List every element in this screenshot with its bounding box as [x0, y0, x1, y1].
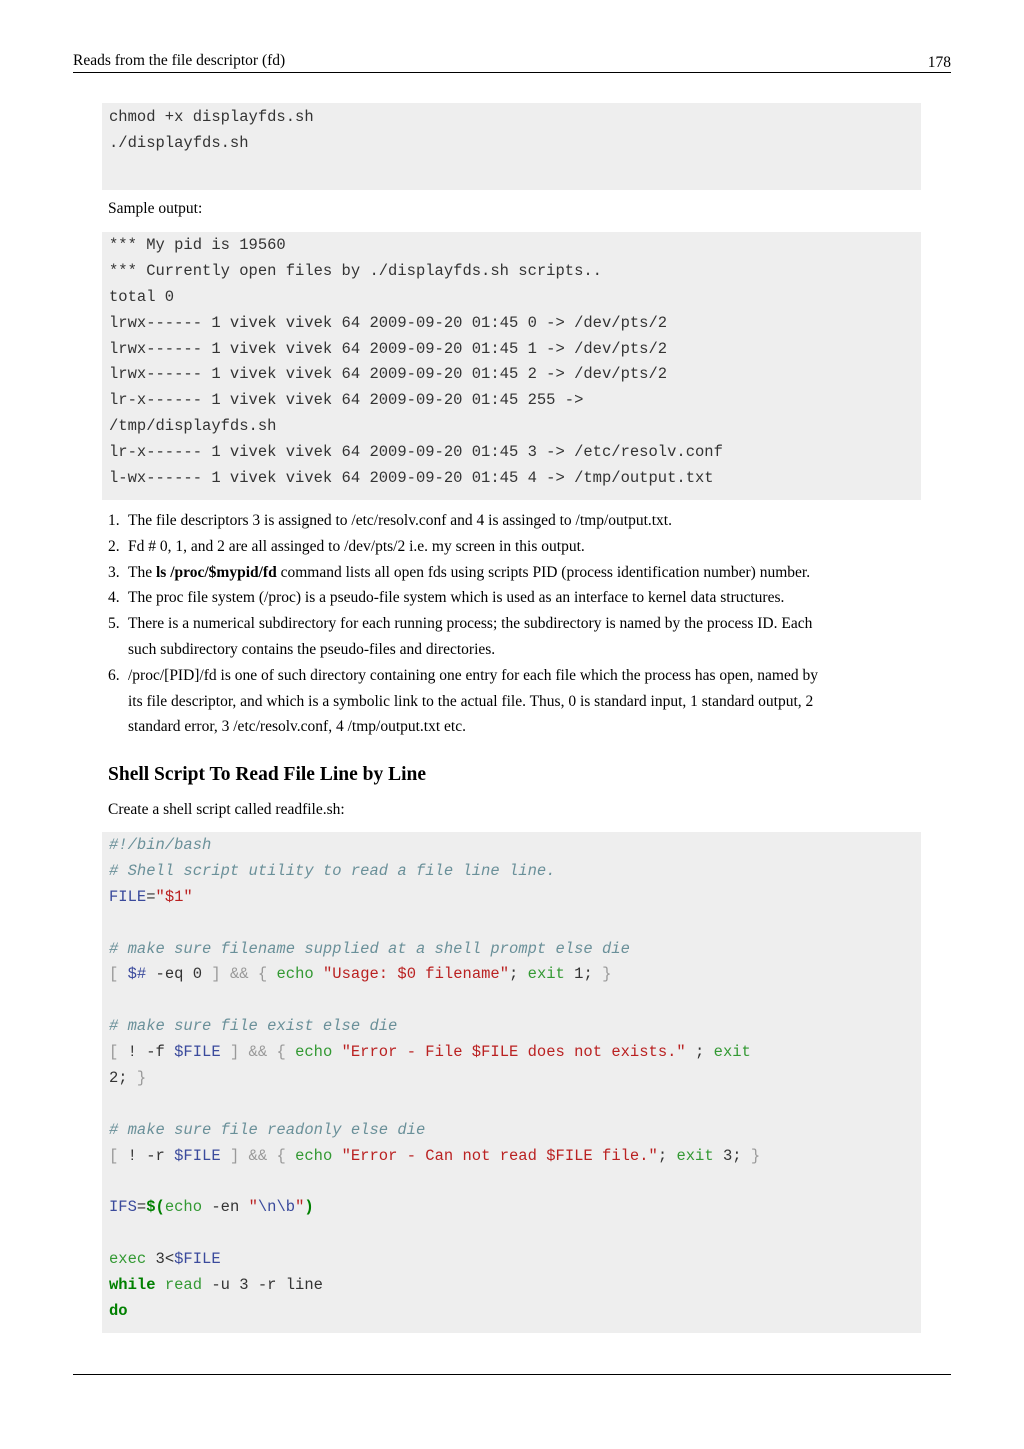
code-token: ; [685, 1043, 714, 1062]
code-token: " [248, 1198, 258, 1217]
code-token: 1; [564, 965, 603, 984]
list-text: There is a numerical subdirectory for each running process; the subdirectory is named by the process ID. Each [128, 615, 813, 633]
code-token: "$1" [155, 887, 193, 906]
code-block-run [102, 103, 921, 190]
list-text: The file descriptors 3 is assigned to /etc/resolv.conf and 4 is assinged to /tmp/output.txt. [128, 512, 672, 529]
code-token: echo [164, 1198, 203, 1217]
list-item [108, 585, 908, 611]
code-token: ] && { [211, 965, 277, 984]
code-token: ; [509, 965, 528, 984]
code-token: $FILE [174, 1250, 221, 1269]
code-line [109, 1144, 921, 1170]
list-text: Fd # 0, 1, and 2 are all assinged to /dev/pts/2 i.e. my screen in this output. [128, 537, 585, 555]
code-token: 3; [713, 1146, 751, 1165]
code-line-blank [109, 911, 921, 937]
list-item [108, 611, 908, 663]
list-item [108, 560, 908, 586]
list-text: such subdirectory contains the pseudo-files and directories. [128, 640, 496, 658]
sample-output-label: Sample output: [108, 200, 203, 217]
code-token: read [155, 1276, 203, 1295]
code-token: echo [295, 1043, 333, 1062]
code-line: do [109, 1302, 128, 1321]
output-line: l-wx------ 1 vivek vivek 64 2009-09-20 01:45 4 -> /tmp/output.txt [109, 469, 714, 488]
code-token: 3< [146, 1250, 175, 1269]
code-token: \n\b [257, 1198, 296, 1217]
code-token: ! -f [127, 1043, 175, 1062]
code-token: $FILE [174, 1043, 221, 1062]
code-line [109, 1273, 921, 1299]
footer-rule [73, 1374, 951, 1375]
code-token: } [602, 965, 612, 984]
code-token: " [295, 1198, 305, 1217]
code-block-sample-output [102, 232, 921, 500]
code-line: ./displayfds.sh [109, 133, 249, 152]
code-line-blank [109, 988, 921, 1014]
code-token: [ [109, 965, 128, 984]
list-text-post: command lists all open fds using scripts PID (process identification number) number. [276, 563, 811, 581]
list-number: 5. [108, 615, 120, 633]
intro-text: Create a shell script called readfile.sh: [108, 801, 345, 818]
code-token: ] && { [220, 1146, 296, 1165]
code-token: $FILE [174, 1146, 221, 1165]
code-line: #!/bin/bash [109, 836, 212, 854]
list-text: /proc/[PID]/fd is one of such directory containing one entry for each file which the process has open, named by [128, 666, 818, 684]
page-number: 178 [927, 54, 951, 71]
code-line-blank [109, 1221, 921, 1247]
code-line: chmod +x displayfds.sh [109, 108, 314, 126]
page-header-title: Reads from the file descriptor (fd) [73, 52, 286, 69]
code-line [109, 1040, 921, 1066]
code-token: ! -r [127, 1146, 175, 1165]
section-title: Shell Script To Read File Line by Line [108, 764, 427, 785]
code-token: echo [295, 1146, 333, 1165]
code-token: 2; [109, 1069, 137, 1088]
list-text: standard error, 3 /etc/resolv.conf, 4 /tmp/output.txt etc. [128, 718, 466, 736]
code-token: $# [127, 965, 147, 984]
list-text: The proc file system (/proc) is a pseudo-file system which is used as an interface to kernel data structures. [128, 589, 785, 607]
code-token: "Usage: $0 filename" [313, 965, 510, 984]
code-line: # make sure filename supplied at a shell prompt else die [109, 939, 630, 958]
page-header [73, 52, 951, 73]
code-token: exit [676, 1146, 714, 1165]
command-name: ls /proc/$mypid/fd [155, 563, 277, 581]
list-item [108, 508, 908, 534]
code-token: exit [713, 1043, 751, 1062]
list-item [108, 534, 908, 560]
list-number: 6. [108, 666, 120, 684]
code-line [109, 962, 921, 988]
code-token: } [136, 1069, 147, 1088]
code-token: $( [146, 1198, 165, 1217]
code-token: ; [657, 1146, 677, 1165]
code-token: FILE [109, 887, 147, 906]
code-line: # Shell script utility to read a file line line. [109, 861, 556, 880]
code-token: ] && { [220, 1043, 296, 1062]
code-token: echo [276, 965, 314, 984]
list-number: 1. [108, 512, 120, 529]
code-token: -eq 0 [146, 965, 212, 984]
output-line: lrwx------ 1 vivek vivek 64 2009-09-20 01:45 0 -> /dev/pts/2 [109, 313, 668, 332]
code-token: -u 3 -r line [202, 1276, 323, 1295]
code-token: "Error - Can not read $FILE file." [332, 1146, 658, 1165]
code-token: ) [304, 1198, 314, 1217]
output-line: /tmp/displayfds.sh [109, 417, 277, 436]
code-token: exit [527, 965, 565, 984]
code-token: [ [109, 1146, 128, 1165]
code-token: } [750, 1146, 761, 1165]
list-text-pre: The [128, 563, 156, 581]
code-line-blank [109, 1092, 921, 1118]
code-token: = [146, 887, 156, 906]
code-token: exec [109, 1250, 147, 1269]
code-token: = [136, 1198, 147, 1217]
code-line: # make sure file readonly else die [109, 1120, 426, 1139]
output-line: lrwx------ 1 vivek vivek 64 2009-09-20 01:45 1 -> /dev/pts/2 [109, 339, 668, 358]
code-token: -en [202, 1198, 249, 1217]
code-line [109, 1195, 921, 1221]
code-token: while [109, 1276, 156, 1295]
output-line: *** My pid is 19560 [109, 236, 286, 254]
code-block-readfile [102, 832, 921, 1333]
output-line: total 0 [109, 287, 175, 306]
code-line [109, 1247, 921, 1273]
code-line: # make sure file exist else die [109, 1017, 398, 1036]
code-line-blank [109, 1170, 921, 1196]
output-line: lr-x------ 1 vivek vivek 64 2009-09-20 01:45 3 -> /etc/resolv.conf [109, 443, 723, 462]
output-line: lr-x------ 1 vivek vivek 64 2009-09-20 01:45 255 -> [109, 391, 584, 410]
list-item [108, 663, 908, 740]
list-text: its file descriptor, and which is a symbolic link to the actual file. Thus, 0 is standard input, 1 standard output, 2 [128, 692, 814, 710]
output-line: *** Currently open files by ./displayfds.sh scripts.. [109, 261, 602, 280]
list-number: 3. [108, 563, 120, 581]
output-line: lrwx------ 1 vivek vivek 64 2009-09-20 01:45 2 -> /dev/pts/2 [109, 365, 668, 384]
code-line [109, 885, 921, 911]
list-number: 4. [108, 589, 120, 607]
code-token: IFS [109, 1198, 137, 1217]
code-token: [ [109, 1043, 128, 1062]
explanation-list [108, 508, 908, 740]
code-line [109, 1066, 921, 1092]
list-number: 2. [108, 537, 120, 555]
code-token: "Error - File $FILE does not exists." [332, 1043, 686, 1062]
